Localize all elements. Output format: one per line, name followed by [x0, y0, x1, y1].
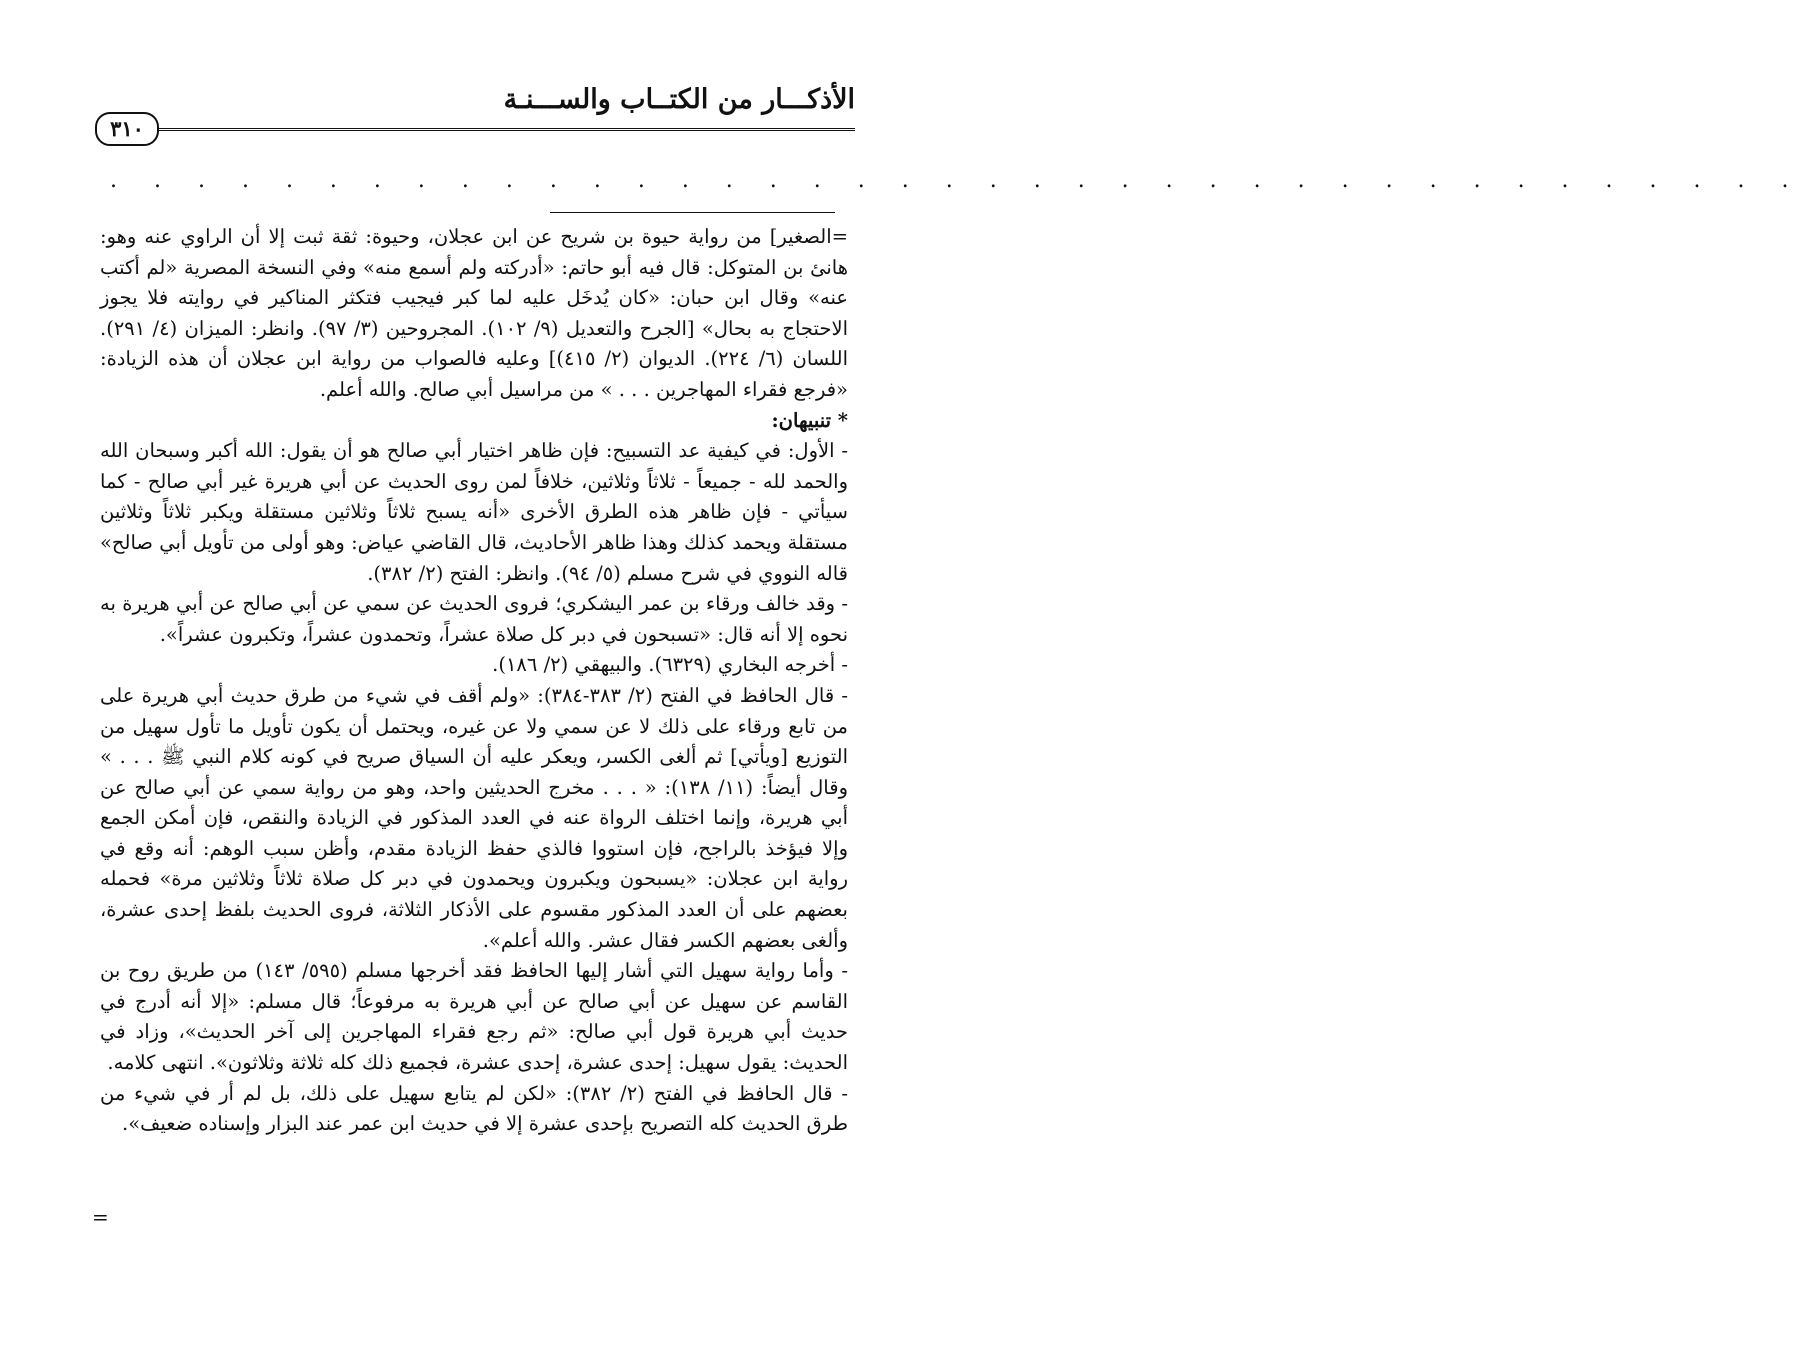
footnote-body	[100, 222, 848, 1140]
paragraph-suhail-narration: - وأما رواية سهيل التي أشار إليها الحافظ فقد أخرجها مسلم (٥٩٥/ ١٤٣) من طريق روح بن القاسم عن سهيل عن أبي صالح عن أبي هريرة به مرفوعاً؛ قال مسلم: «إلا أنه أدرج في حديث أبي هريرة قول أبي صالح: «ثم رجع فقراء المهاجرين إلى آخر الحديث»، وزاد في الحديث: يقول سهيل: إحدى عشرة، إحدى عشرة، فجميع ذلك كله ثلاثة وثلاثون». انتهى كلامه.	[100, 959, 848, 1075]
continuation-mark: =	[92, 1205, 109, 1229]
header-rule	[157, 128, 855, 133]
page-header	[95, 80, 855, 140]
book-title: الأذكـــار من الكتــاب والســـنـة	[503, 84, 855, 115]
page-number: ٣١٠	[95, 112, 159, 146]
paragraph-notes-heading: * تنبيهان:	[771, 408, 848, 432]
paragraph-bukhari-ref: - أخرجه البخاري (٦٣٢٩). والبيهقي (٢/ ١٨٦).	[492, 653, 848, 677]
paragraph-narrator-criticism: =الصغير] من رواية حيوة بن شريح عن ابن عجلان، وحيوة: ثقة ثبت إلا أن الراوي عنه وهو: هانئ بن المتوكل: قال فيه أبو حاتم: «أدركته ولم أسمع منه» وفي النسخة المصرية «لم أكتب عنه» وقال ابن حبان: «كان يُدخَل عليه لما كبر فيجيب فتكثر المناكير في روايته فلا يجوز الاحتجاج به بحال» [الجرح والتعديل (٩/ ١٠٢). المجروحين (٣/ ٩٧). وانظر: الميزان (٤/ ٢٩١). اللسان (٦/ ٢٢٤). الديوان (٢/ ٤١٥)] وعليه فالصواب من رواية ابن عجلان أن هذه الزيادة: «فرجع فقراء المهاجرين . . . » من مراسيل أبي صالح. والله أعلم.	[100, 225, 848, 401]
paragraph-hafiz-conclusion: - قال الحافظ في الفتح (٢/ ٣٨٢): «لكن لم يتابع سهيل على ذلك، بل لم أر في شيء من طرق الحديث كله التصريح بإحدى عشرة إلا في حديث ابن عمر عند البزار وإسناده ضعيف».	[100, 1081, 848, 1136]
paragraph-first-note: - الأول: في كيفية عد التسبيح: فإن ظاهر اختيار أبي صالح هو أن يقول: الله أكبر وسبحان الله والحمد لله - جميعاً - ثلاثاً وثلاثين، خلافاً لمن روى الحديث عن أبي هريرة غير أبي صالح - كما سيأتي - فإن ظاهر هذه الطرق الأخرى «أنه يسبح ثلاثاً وثلاثين مستقلة ويكبر ثلاثاً وثلاثين مستقلة ويحمد كذلك وهذا ظاهر الأحاديث، قال القاضي عياض: وهو أولى من تأويل أبي صالح» قاله النووي في شرح مسلم (٥/ ٩٤). وانظر: الفتح (٢/ ٣٨٢).	[100, 439, 848, 585]
paragraph-warqa-variant: - وقد خالف ورقاء بن عمر اليشكري؛ فروى الحديث عن سمي عن أبي صالح عن أبي هريرة به نحوه إلا أنه قال: «تسبحون في دبر كل صلاة عشراً، وتحمدون عشراً، وتكبرون عشراً».	[100, 592, 848, 646]
dotted-separator: . . . . . . . . . . . . . . . . . . . . . . . . . . . . . . . . . . . . . . .	[110, 168, 1803, 193]
paragraph-hafiz-quote: - قال الحافظ في الفتح (٢/ ٣٨٣-٣٨٤): «ولم أقف في شيء من طرق حديث أبي هريرة على من تابع ورقاء على ذلك لا عن سمي ولا عن غيره، ويحتمل أن يكون تأويل ما تأول سهيل من التوزيع [ويأتي] ثم ألغى الكسر، ويعكر عليه أن السياق صريح في كونه كلام النبي ﷺ . . . » وقال أيضاً: (١١/ ١٣٨): « . . . مخرج الحديثين واحد، وهو من رواية سمي عن أبي صالح عن أبي هريرة، وإنما اختلف الرواة عنه في العدد المذكور في الزيادة والنقص، فإن أمكن الجمع وإلا فيؤخذ بالراجح، فإن استووا فالذي حفظ الزيادة مقدم، وأظن سبب الوهم: أنه وقع في رواية ابن عجلان: «يسبحون ويكبرون ويحمدون في دبر كل صلاة ثلاثاً وثلاثين مرة» فحمله بعضهم على أن العدد المذكور مقسوم على الأذكار الثلاثة، فروى الحديث بلفظ إحدى عشرة، وألغى بعضهم الكسر فقال عشر. والله أعلم».	[100, 683, 848, 952]
footnote-rule	[550, 212, 835, 213]
